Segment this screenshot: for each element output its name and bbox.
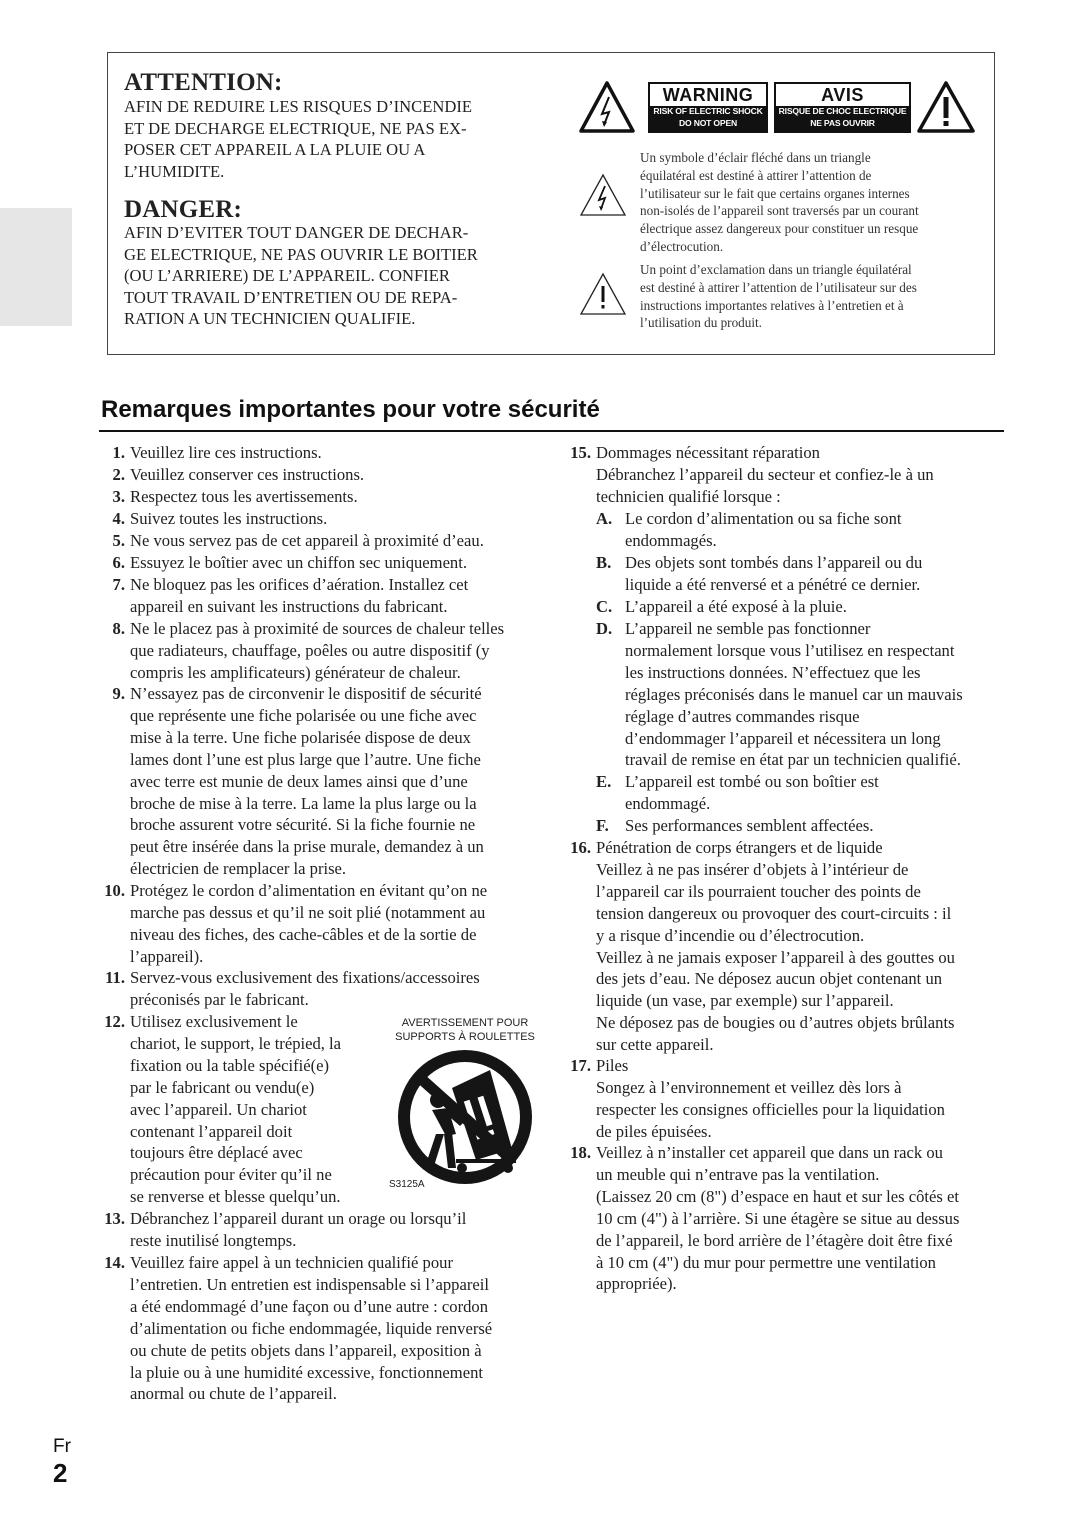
sub-list-item: C. L’appareil a été exposé à la pluie. (596, 597, 847, 616)
section-title: Remarques importantes pour votre sécurité (101, 396, 600, 423)
warning-label-pair (646, 82, 911, 133)
caster-code: S3125A (389, 1179, 425, 1190)
lightning-symbol-icon (579, 173, 627, 217)
side-tab (0, 208, 72, 326)
list-item: 6. Essuyez le boîtier avec un chiffon sec uniquement. (112, 553, 467, 572)
sub-list-item: F. Ses performances semblent affectées. (596, 816, 874, 835)
list-item: 16. Pénétration de corps étrangers et de liquide Veillez à ne pas insérer d’objets à l’intérieur de l’appareil car ils pourraient toucher des points de tension dangereux ou provoquer des court-circuits : il y a risque d’incendie ou d’électrocution. Veillez à ne jamais exposer l’appareil à des gouttes ou des jets d’eau. Ne déposez aucun objet contenant un liquide (un vase, par exemple) sur l’appareil. Ne déposez pas de bougies ou d’autres objets brûlants sur cette appareil. (570, 838, 955, 1055)
sub-list-item: A. Le cordon d’alimentation ou sa fiche sont endommagés. (596, 509, 902, 550)
list-item: 11. Servez-vous exclusivement des fixations/accessoires préconisés par le fabricant. (105, 968, 480, 1009)
caster-warning-caption: AVERTISSEMENT POUR SUPPORTS À ROULETTES (395, 1017, 535, 1043)
list-item: 3. Respectez tous les avertissements. (112, 487, 358, 506)
list-item: 5. Ne vous servez pas de cet appareil à proximité d’eau. (112, 531, 484, 550)
section-divider (99, 430, 1004, 432)
exclamation-symbol-icon (579, 272, 627, 316)
list-item: 13. Débranchez l’appareil durant un orage ou lorsqu’il reste inutilisé longtemps. (104, 1209, 467, 1250)
attention-title: ATTENTION: (124, 69, 283, 96)
list-item: 10. Protégez le cordon d’alimentation en évitant qu’on ne marche pas dessus et qu’il ne soit plié (notamment au niveau des fiches, des cache-câbles et de la sortie de l’appareil). (104, 881, 488, 966)
list-item: 12. Utilisez exclusivement le chariot, le support, le trépied, la fixation ou la table spécifié(e) par le fabricant ou vendu(e) avec l’appareil. Un chariot contenant l’appareil doit toujours être déplacé avec précaution pour éviter qu’il ne se renverse et blesse quelqu’un. (104, 1012, 342, 1207)
list-item: 18. Veillez à n’installer cet appareil que dans un rack ou un meuble qui n’entrave pas la ventilation. (Laissez 20 cm (8") d’espace en haut et sur les côtés et 10 cm (4") à l’arrière. Si une étagère se situe au dessus de l’appareil, le bord arrière de l’étagère doit être fixé à 10 cm (4") du mur pour permettre une ventilation appropriée). (570, 1143, 960, 1294)
lightning-warning-icon (578, 80, 636, 134)
list-item: 17. Piles Songez à l’environnement et veillez dès lors à respecter les consignes officielles pour la liquidation de piles épuisées. (570, 1056, 945, 1141)
caster-warning-icon (396, 1048, 534, 1186)
exclamation-warning-icon (916, 80, 976, 134)
lightning-description: Un symbole d’éclair fléché dans un triangle équilatéral est destiné à attirer l’attention de l’utilisateur sur le fait que certains organes internes non-isolés de l’appareil sont traversés par un courant électrique assez dangereux pour constituer un resque d’électrocution. (640, 150, 919, 254)
sub-list-item: D. L’appareil ne semble pas fonctionner normalement lorsque vous l’utilisez en respectant les instructions données. N’effectuez que les réglages préconisés dans le manuel car un mauvais réglage d’autres commandes risque d’endommager l’appareil et nécessitera un long travail de remise en état par un technicien qualifié. (596, 619, 963, 770)
exclamation-description: Un point d’exclamation dans un triangle équilatéral est destiné à attirer l’attention de l’utilisateur sur des instructions importantes relatives à l’entretien et à l’utilisation du produit. (640, 262, 917, 331)
avis-label: AVIS RISQUE DE CHOC ELECTRIQUE NE PAS OUVRIR (774, 82, 911, 133)
danger-title: DANGER: (124, 196, 243, 223)
list-item: 14. Veuillez faire appel à un technicien qualifié pour l’entretien. Un entretien est indispensable si l’appareil a été endommagé d’une façon ou d’une autre : cordon d’alimentation ou fiche endommagée, liquide renversé ou chute de petits objets dans l’appareil, exposition à la pluie ou à une humidité excessive, fonctionnement anormal ou chute de l’appareil. (104, 1253, 493, 1404)
sub-list-item: E. L’appareil est tombé ou son boîtier est endommagé. (596, 772, 879, 813)
page-number: 2 (53, 1458, 68, 1488)
language-label: Fr (53, 1436, 71, 1457)
danger-text: AFIN D’EVITER TOUT DANGER DE DECHAR- GE ELECTRIQUE, NE PAS OUVRIR LE BOITIER (OU L’ARRIERE) DE L’APPAREIL. CONFIER TOUT TRAVAIL D’ENTRETIEN OU DE REPA- RATION A UN TECHNICIEN QUALIFIE. (124, 223, 478, 329)
list-item: 8. Ne le placez pas à proximité de sources de chaleur telles que radiateurs, chauffage, poêles ou autre dispositif (y compris les amplificateurs) générateur de chaleur. (112, 619, 505, 682)
warning-box (107, 52, 995, 355)
list-item: 1. Veuillez lire ces instructions. (112, 443, 322, 462)
attention-text: AFIN DE REDUIRE LES RISQUES D’INCENDIE ET DE DECHARGE ELECTRIQUE, NE PAS EX- POSER CET APPAREIL A LA PLUIE OU A L’HUMIDITE. (124, 97, 472, 181)
warning-label: WARNING RISK OF ELECTRIC SHOCK DO NOT OPEN (648, 82, 768, 133)
list-item: 7. Ne bloquez pas les orifices d’aération. Installez cet appareil en suivant les instructions du fabricant. (112, 575, 469, 616)
list-item: 2. Veuillez conserver ces instructions. (112, 465, 365, 484)
list-item: 9. N’essayez pas de circonvenir le dispositif de sécurité que représente une fiche polarisée ou une fiche avec mise à la terre. Une fiche polarisée dispose de deux lames dont l’une est plus large que l’autre. Une fiche avec terre est munie de deux lames ainsi que d’une broche de mise à la terre. La lame la plus large ou la broche assurent votre sécurité. Si la fiche fournie ne peut être insérée dans la prise murale, demandez à un électricien de remplacer la prise. (112, 684, 484, 879)
list-item: 4. Suivez toutes les instructions. (112, 509, 328, 528)
sub-list-item: B. Des objets sont tombés dans l’appareil ou du liquide a été renversé et a pénétré ce dernier. (596, 553, 923, 594)
list-item: 15. Dommages nécessitant réparation Débranchez l’appareil du secteur et confiez-le à un technicien qualifié lorsque : (570, 443, 934, 506)
